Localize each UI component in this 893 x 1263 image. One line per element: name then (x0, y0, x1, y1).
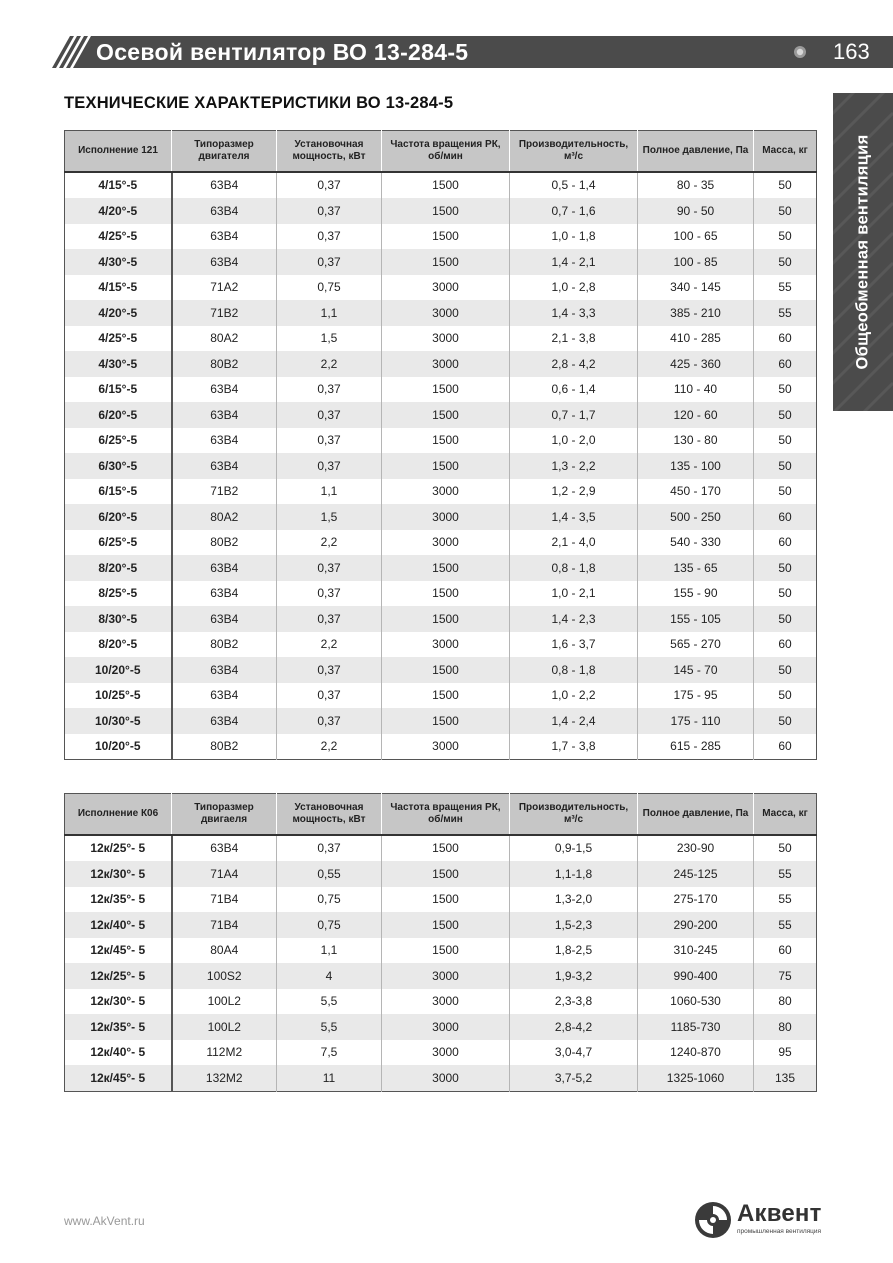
column-header-motor-size: Типоразмер двигателя (172, 131, 277, 172)
cell-total-pressure: 540 - 330 (638, 530, 754, 556)
cell-power: 0,37 (277, 402, 382, 428)
cell-motor-size: 63В4 (172, 657, 277, 683)
cell-total-pressure: 1060-530 (638, 989, 754, 1015)
cell-motor-size: 63В4 (172, 581, 277, 607)
cell-rotation-speed: 1500 (382, 657, 510, 683)
cell-mass: 50 (754, 708, 817, 734)
cell-power: 1,5 (277, 504, 382, 530)
table-row (65, 249, 817, 275)
cell-mass: 50 (754, 555, 817, 581)
cell-total-pressure: 1240-870 (638, 1040, 754, 1066)
cell-motor-size: 71В2 (172, 300, 277, 326)
cell-motor-size: 63В4 (172, 249, 277, 275)
table-row (65, 657, 817, 683)
table-row (65, 300, 817, 326)
cell-power: 7,5 (277, 1040, 382, 1066)
table-row (65, 581, 817, 607)
cell-rotation-speed: 1500 (382, 377, 510, 403)
cell-capacity: 1,0 - 2,0 (510, 428, 638, 454)
cell-mass: 60 (754, 504, 817, 530)
cell-variant: 4/15°-5 (65, 172, 172, 199)
table-row (65, 172, 817, 199)
cell-capacity: 1,5-2,3 (510, 912, 638, 938)
cell-mass: 50 (754, 402, 817, 428)
column-header-power: Установочная мощность, кВт (277, 131, 382, 172)
cell-mass: 60 (778, 637, 792, 652)
cell-variant: 6/20°-5 (65, 402, 172, 428)
cell-motor-size: 71А4 (172, 861, 277, 887)
cell-capacity: 1,1-1,8 (510, 861, 638, 887)
cell-motor-size: 63В4 (172, 708, 277, 734)
cell-mass: 50 (754, 606, 817, 632)
cell-capacity: 0,5 - 1,4 (510, 172, 638, 199)
table-row (65, 504, 817, 530)
cell-mass: 80 (778, 994, 792, 1009)
cell-total-pressure: 120 - 60 (638, 402, 754, 428)
cell-total-pressure: 100 - 85 (638, 249, 754, 275)
cell-rotation-speed: 1500 (382, 172, 510, 199)
cell-total-pressure: 1185-730 (638, 1014, 754, 1040)
cell-rotation-speed: 3000 (382, 1014, 510, 1040)
cell-power: 1,1 (277, 300, 382, 326)
cell-variant: 4/20°-5 (65, 300, 172, 326)
column-header-mass: Масса, кг (754, 131, 817, 172)
cell-mass: 50 (754, 249, 817, 275)
cell-variant: 8/30°-5 (65, 606, 172, 632)
cell-total-pressure: 290-200 (638, 912, 754, 938)
table-row (65, 938, 817, 964)
cell-total-pressure: 385 - 210 (638, 300, 754, 326)
page-number: 163 (833, 39, 870, 64)
cell-variant: 4/25°-5 (65, 224, 172, 250)
table-row (65, 835, 817, 862)
cell-mass: 60 (778, 331, 792, 346)
cell-motor-size: 71А2 (172, 275, 277, 301)
cell-total-pressure: 425 - 360 (638, 351, 754, 377)
cell-rotation-speed: 1500 (382, 708, 510, 734)
table-row (65, 1014, 817, 1040)
table-row (65, 1065, 817, 1091)
cell-mass: 55 (754, 912, 817, 938)
cell-motor-size: 71В4 (172, 887, 277, 913)
cell-total-pressure: 410 - 285 (638, 326, 754, 352)
cell-power: 0,37 (277, 835, 382, 862)
cell-total-pressure: 155 - 90 (638, 581, 754, 607)
cell-total-pressure: 175 - 110 (638, 708, 754, 734)
cell-power: 5,5 (277, 1014, 382, 1040)
table-header-row (65, 794, 817, 835)
table-row (65, 912, 817, 938)
cell-motor-size: 63В4 (172, 453, 277, 479)
cell-variant: 6/25°-5 (65, 530, 172, 556)
cell-capacity: 2,8 - 4,2 (510, 351, 638, 377)
specs-table-121 (64, 130, 817, 760)
side-tab-label: Общеобменная вентиляция (853, 134, 872, 370)
table-row (65, 861, 817, 887)
cell-mass: 135 (754, 1065, 817, 1091)
cell-capacity: 1,4 - 3,5 (510, 504, 638, 530)
column-header-capacity: Производительность, м³/с (510, 131, 638, 172)
page-header (48, 36, 893, 68)
cell-power: 0,75 (277, 275, 382, 301)
cell-power: 2,2 (277, 351, 382, 377)
cell-power: 1,1 (277, 938, 382, 964)
footer-website-link[interactable]: www.AkVent.ru (64, 1214, 145, 1228)
cell-capacity: 1,8-2,5 (510, 938, 638, 964)
table-row (65, 377, 817, 403)
column-header-capacity: Производительность, м³/с (510, 794, 638, 835)
cell-motor-size: 71В4 (172, 912, 277, 938)
section-title: ТЕХНИЧЕСКИЕ ХАРАКТЕРИСТИКИ ВО 13-284-5 (64, 94, 454, 112)
table-row (65, 606, 817, 632)
table-row (65, 555, 817, 581)
cell-mass: 50 (778, 841, 792, 856)
cell-variant: 10/20°-5 (65, 657, 172, 683)
cell-power: 0,37 (277, 249, 382, 275)
cell-power: 0,37 (277, 428, 382, 454)
cell-rotation-speed: 3000 (382, 479, 510, 505)
cell-motor-size: 63В4 (172, 428, 277, 454)
cell-variant: 12к/45°- 5 (65, 938, 172, 964)
cell-power: 0,37 (277, 172, 382, 199)
cell-mass: 55 (754, 300, 817, 326)
cell-power: 2,2 (277, 734, 382, 760)
logo-tagline: промышленная вентиляция (737, 1228, 822, 1235)
cell-mass: 55 (778, 892, 792, 907)
table-row (65, 402, 817, 428)
cell-power: 5,5 (277, 989, 382, 1015)
table-row (65, 479, 817, 505)
column-header-variant: Исполнение 121 (65, 131, 172, 172)
cell-total-pressure: 565 - 270 (638, 632, 754, 658)
table-row (65, 1040, 817, 1066)
table-row (65, 989, 817, 1015)
cell-variant: 12к/40°- 5 (65, 1040, 172, 1066)
cell-total-pressure: 135 - 100 (638, 453, 754, 479)
table-row (65, 530, 817, 556)
cell-motor-size: 63В4 (172, 224, 277, 250)
cell-motor-size: 80А2 (172, 504, 277, 530)
cell-total-pressure: 275-170 (638, 887, 754, 913)
cell-rotation-speed: 3000 (382, 530, 510, 556)
cell-rotation-speed: 3000 (382, 632, 510, 658)
cell-rotation-speed: 1500 (382, 835, 510, 862)
cell-mass: 60 (778, 535, 792, 550)
cell-mass: 55 (754, 861, 817, 887)
cell-motor-size: 63В4 (172, 402, 277, 428)
cell-mass: 50 (754, 198, 817, 224)
cell-variant: 6/15°-5 (65, 377, 172, 403)
cell-capacity: 1,3 - 2,2 (510, 453, 638, 479)
column-header-motor-size: Типоразмер двигаеля (172, 794, 277, 835)
cell-variant: 12к/35°- 5 (65, 1014, 172, 1040)
cell-capacity: 1,9-3,2 (510, 963, 638, 989)
cell-rotation-speed: 1500 (382, 224, 510, 250)
cell-power: 0,37 (277, 377, 382, 403)
cell-rotation-speed: 1500 (382, 555, 510, 581)
column-header-power: Установочная мощность, кВт (277, 794, 382, 835)
column-header-variant: Исполнение К06 (65, 794, 172, 835)
table-row (65, 428, 817, 454)
cell-mass: 50 (778, 433, 792, 448)
cell-power: 2,2 (277, 632, 382, 658)
cell-motor-size: 63В4 (172, 835, 277, 862)
cell-mass: 50 (754, 453, 817, 479)
cell-capacity: 1,3-2,0 (510, 887, 638, 913)
cell-capacity: 1,7 - 3,8 (510, 734, 638, 760)
cell-capacity: 1,4 - 2,3 (510, 606, 638, 632)
cell-motor-size: 80А2 (172, 326, 277, 352)
cell-mass: 50 (778, 382, 792, 397)
cell-mass: 50 (754, 657, 817, 683)
cell-total-pressure: 340 - 145 (638, 275, 754, 301)
table-row (65, 224, 817, 250)
cell-variant: 10/30°-5 (65, 708, 172, 734)
cell-motor-size: 132М2 (172, 1065, 277, 1091)
header-stripes-decoration (48, 36, 94, 68)
cell-capacity: 1,0 - 2,1 (510, 581, 638, 607)
cell-power: 0,37 (277, 555, 382, 581)
cell-variant: 12к/30°- 5 (65, 989, 172, 1015)
cell-total-pressure: 615 - 285 (638, 734, 754, 760)
cell-total-pressure: 135 - 65 (638, 555, 754, 581)
cell-capacity: 3,7-5,2 (510, 1065, 638, 1091)
cell-total-pressure: 145 - 70 (638, 657, 754, 683)
cell-power: 1,1 (277, 479, 382, 505)
cell-capacity: 1,2 - 2,9 (510, 479, 638, 505)
cell-variant: 12к/25°- 5 (65, 835, 172, 862)
cell-rotation-speed: 3000 (382, 963, 510, 989)
cell-mass: 50 (778, 178, 792, 193)
cell-motor-size: 63В4 (172, 606, 277, 632)
cell-variant: 12к/35°- 5 (65, 887, 172, 913)
cell-motor-size: 80В2 (172, 530, 277, 556)
cell-variant: 8/25°-5 (65, 581, 172, 607)
cell-total-pressure: 245-125 (638, 861, 754, 887)
cell-variant: 12к/40°- 5 (65, 912, 172, 938)
cell-motor-size: 63В4 (172, 377, 277, 403)
cell-total-pressure: 990-400 (638, 963, 754, 989)
cell-rotation-speed: 1500 (382, 912, 510, 938)
cell-variant: 10/20°-5 (65, 734, 172, 760)
cell-total-pressure: 500 - 250 (638, 504, 754, 530)
cell-rotation-speed: 1500 (382, 581, 510, 607)
side-section-tab (833, 93, 893, 411)
cell-motor-size: 80А4 (172, 938, 277, 964)
cell-power: 0,75 (277, 887, 382, 913)
cell-rotation-speed: 3000 (382, 734, 510, 760)
table-row (65, 198, 817, 224)
cell-variant: 4/20°-5 (65, 198, 172, 224)
cell-capacity: 1,0 - 2,8 (510, 275, 638, 301)
page-bullet-icon (793, 45, 807, 59)
cell-capacity: 0,9-1,5 (510, 835, 638, 862)
cell-variant: 8/20°-5 (65, 555, 172, 581)
cell-motor-size: 63В4 (172, 198, 277, 224)
cell-variant: 6/20°-5 (65, 504, 172, 530)
cell-variant: 4/25°-5 (65, 326, 172, 352)
cell-power: 0,37 (277, 606, 382, 632)
cell-motor-size: 80В2 (172, 734, 277, 760)
cell-rotation-speed: 3000 (382, 300, 510, 326)
cell-capacity: 1,4 - 2,1 (510, 249, 638, 275)
cell-mass: 50 (778, 688, 792, 703)
cell-mass: 50 (778, 229, 792, 244)
cell-capacity: 1,4 - 3,3 (510, 300, 638, 326)
cell-total-pressure: 130 - 80 (638, 428, 754, 454)
cell-rotation-speed: 1500 (382, 861, 510, 887)
cell-motor-size: 100L2 (172, 1014, 277, 1040)
table-row (65, 632, 817, 658)
cell-capacity: 0,6 - 1,4 (510, 377, 638, 403)
table-row (65, 351, 817, 377)
cell-rotation-speed: 1500 (382, 683, 510, 709)
cell-power: 11 (277, 1065, 382, 1091)
cell-total-pressure: 110 - 40 (638, 377, 754, 403)
cell-mass: 95 (778, 1045, 792, 1060)
cell-motor-size: 63В4 (172, 683, 277, 709)
cell-total-pressure: 155 - 105 (638, 606, 754, 632)
table-row (65, 734, 817, 760)
cell-rotation-speed: 3000 (382, 989, 510, 1015)
cell-capacity: 0,8 - 1,8 (510, 657, 638, 683)
cell-total-pressure: 310-245 (638, 938, 754, 964)
cell-power: 2,2 (277, 530, 382, 556)
table-row (65, 963, 817, 989)
cell-power: 0,37 (277, 657, 382, 683)
cell-variant: 6/30°-5 (65, 453, 172, 479)
cell-power: 0,37 (277, 453, 382, 479)
cell-mass: 75 (754, 963, 817, 989)
table-row (65, 275, 817, 301)
cell-rotation-speed: 3000 (382, 504, 510, 530)
cell-rotation-speed: 1500 (382, 249, 510, 275)
cell-rotation-speed: 3000 (382, 1065, 510, 1091)
cell-capacity: 1,6 - 3,7 (510, 632, 638, 658)
cell-power: 0,55 (277, 861, 382, 887)
cell-capacity: 2,1 - 4,0 (510, 530, 638, 556)
cell-rotation-speed: 1500 (382, 938, 510, 964)
cell-motor-size: 112М2 (172, 1040, 277, 1066)
cell-variant: 6/15°-5 (65, 479, 172, 505)
cell-rotation-speed: 1500 (382, 428, 510, 454)
cell-rotation-speed: 1500 (382, 606, 510, 632)
cell-rotation-speed: 3000 (382, 326, 510, 352)
cell-motor-size: 80В2 (172, 351, 277, 377)
cell-variant: 8/20°-5 (65, 632, 172, 658)
cell-capacity: 0,8 - 1,8 (510, 555, 638, 581)
cell-capacity: 1,0 - 1,8 (510, 224, 638, 250)
cell-rotation-speed: 1500 (382, 453, 510, 479)
cell-mass: 60 (754, 351, 817, 377)
akvent-logo-icon (693, 1200, 733, 1240)
cell-mass: 55 (778, 280, 792, 295)
cell-motor-size: 80В2 (172, 632, 277, 658)
cell-total-pressure: 100 - 65 (638, 224, 754, 250)
cell-rotation-speed: 3000 (382, 275, 510, 301)
cell-variant: 12к/25°- 5 (65, 963, 172, 989)
cell-total-pressure: 450 - 170 (638, 479, 754, 505)
cell-power: 0,37 (277, 198, 382, 224)
cell-capacity: 2,1 - 3,8 (510, 326, 638, 352)
cell-total-pressure: 80 - 35 (638, 172, 754, 199)
cell-rotation-speed: 1500 (382, 887, 510, 913)
cell-capacity: 2,3-3,8 (510, 989, 638, 1015)
column-header-rotation-speed: Частота вращения РК, об/мин (382, 131, 510, 172)
table-row (65, 326, 817, 352)
cell-power: 0,75 (277, 912, 382, 938)
cell-motor-size: 100L2 (172, 989, 277, 1015)
cell-mass: 80 (754, 1014, 817, 1040)
cell-capacity: 1,4 - 2,4 (510, 708, 638, 734)
column-header-mass: Масса, кг (754, 794, 817, 835)
cell-power: 4 (277, 963, 382, 989)
cell-variant: 12к/30°- 5 (65, 861, 172, 887)
column-header-total-pressure: Полное давление, Па (638, 131, 754, 172)
cell-motor-size: 100S2 (172, 963, 277, 989)
cell-mass: 60 (778, 943, 792, 958)
cell-power: 0,37 (277, 581, 382, 607)
cell-total-pressure: 175 - 95 (638, 683, 754, 709)
column-header-total-pressure: Полное давление, Па (638, 794, 754, 835)
cell-capacity: 1,0 - 2,2 (510, 683, 638, 709)
cell-variant: 4/30°-5 (65, 249, 172, 275)
cell-rotation-speed: 1500 (382, 198, 510, 224)
table-header-row (65, 131, 817, 172)
specs-table-k06 (64, 793, 817, 1092)
column-header-rotation-speed: Частота вращения РК, об/мин (382, 794, 510, 835)
cell-power: 1,5 (277, 326, 382, 352)
table-row (65, 887, 817, 913)
cell-total-pressure: 1325-1060 (638, 1065, 754, 1091)
cell-power: 0,37 (277, 224, 382, 250)
cell-motor-size: 63В4 (172, 555, 277, 581)
cell-total-pressure: 230-90 (638, 835, 754, 862)
cell-rotation-speed: 3000 (382, 1040, 510, 1066)
cell-mass: 50 (778, 484, 792, 499)
cell-power: 0,37 (277, 683, 382, 709)
cell-rotation-speed: 1500 (382, 402, 510, 428)
cell-motor-size: 63В4 (172, 172, 277, 199)
cell-mass: 50 (778, 586, 792, 601)
cell-rotation-speed: 3000 (382, 351, 510, 377)
cell-total-pressure: 90 - 50 (638, 198, 754, 224)
cell-capacity: 0,7 - 1,6 (510, 198, 638, 224)
cell-power: 0,37 (277, 708, 382, 734)
table-row (65, 453, 817, 479)
page-title: Осевой вентилятор ВО 13-284-5 (96, 39, 469, 65)
cell-variant: 4/30°-5 (65, 351, 172, 377)
cell-capacity: 2,8-4,2 (510, 1014, 638, 1040)
cell-capacity: 0,7 - 1,7 (510, 402, 638, 428)
cell-variant: 12к/45°- 5 (65, 1065, 172, 1091)
cell-variant: 10/25°-5 (65, 683, 172, 709)
table-row (65, 683, 817, 709)
cell-capacity: 3,0-4,7 (510, 1040, 638, 1066)
cell-variant: 4/15°-5 (65, 275, 172, 301)
cell-variant: 6/25°-5 (65, 428, 172, 454)
cell-motor-size: 71В2 (172, 479, 277, 505)
logo-name: Аквент (737, 1200, 822, 1227)
table-row (65, 708, 817, 734)
akvent-logo (693, 1198, 823, 1242)
cell-mass: 60 (778, 739, 792, 754)
